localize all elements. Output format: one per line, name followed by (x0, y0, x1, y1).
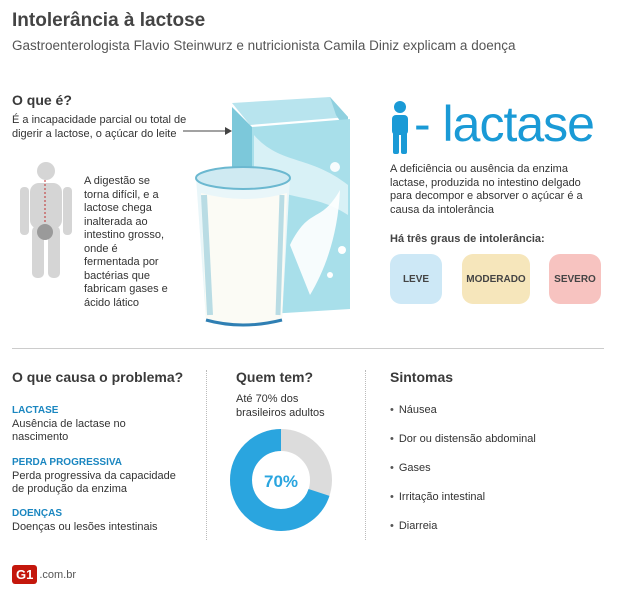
cause-doencas: DOENÇAS Doenças ou lesões intestinais (12, 508, 158, 533)
who-heading: Quem tem? (236, 369, 314, 385)
grade-moderado: MODERADO (462, 254, 530, 304)
grade-severo: SEVERO (549, 254, 601, 304)
footer-domain: .com.br (39, 568, 77, 581)
lactase-description: A deficiência ou ausência da enzima lactase, produzida no intestino delgado para decompor e absorver o açúcar é a causa da intolerância (390, 163, 583, 216)
intestine-icon (37, 224, 53, 240)
digestion-text: A digestão se torna difícil, e a lactose chega inalterada ao intestino grosso, onde é fermentada por bactérias que fabricam gases e ácido lático (84, 175, 168, 309)
section-divider (12, 348, 604, 349)
symptoms-heading: Sintomas (390, 369, 454, 385)
symptom-item: • Dor ou distensão abdominal (390, 433, 536, 462)
donut-percent-label: 70% (263, 472, 299, 491)
human-body-figure (16, 160, 76, 280)
column-divider-1 (206, 370, 207, 540)
symptom-item: • Irritação intestinal (390, 491, 536, 520)
lactase-label: - lactase (414, 96, 594, 152)
page-title: Intolerância à lactose (12, 10, 206, 31)
symptom-item: • Náusea (390, 404, 536, 433)
who-text: Até 70% dos brasileiros adultos (236, 393, 325, 419)
cause-lactase: LACTASE Ausência de lactase no nascimento (12, 405, 126, 443)
grade-leve: LEVE (390, 254, 442, 304)
person-icon (388, 100, 412, 155)
grades-heading: Há três graus de intolerância: (390, 233, 545, 245)
causes-heading: O que causa o problema? (12, 369, 184, 385)
column-divider-2 (365, 370, 366, 540)
donut-chart (229, 428, 333, 532)
page-subtitle: Gastroenterologista Flavio Steinwurz e nutricionista Camila Diniz explicam a doença (12, 38, 516, 53)
what-is-heading: O que é? (12, 92, 72, 108)
symptom-item: • Gases (390, 462, 536, 491)
cause-perda-progressiva: PERDA PROGRESSIVA Perda progressiva da capacidade de produção da enzima (12, 457, 176, 495)
symptom-item: • Diarreia (390, 520, 536, 549)
definition-text: É a incapacidade parcial ou total de digerir a lactose, o açúcar do leite (12, 114, 187, 140)
footer-logo (12, 565, 76, 584)
symptoms-list (390, 404, 536, 549)
milk-illustration (190, 95, 375, 335)
g1-logo: G1 (12, 565, 37, 584)
